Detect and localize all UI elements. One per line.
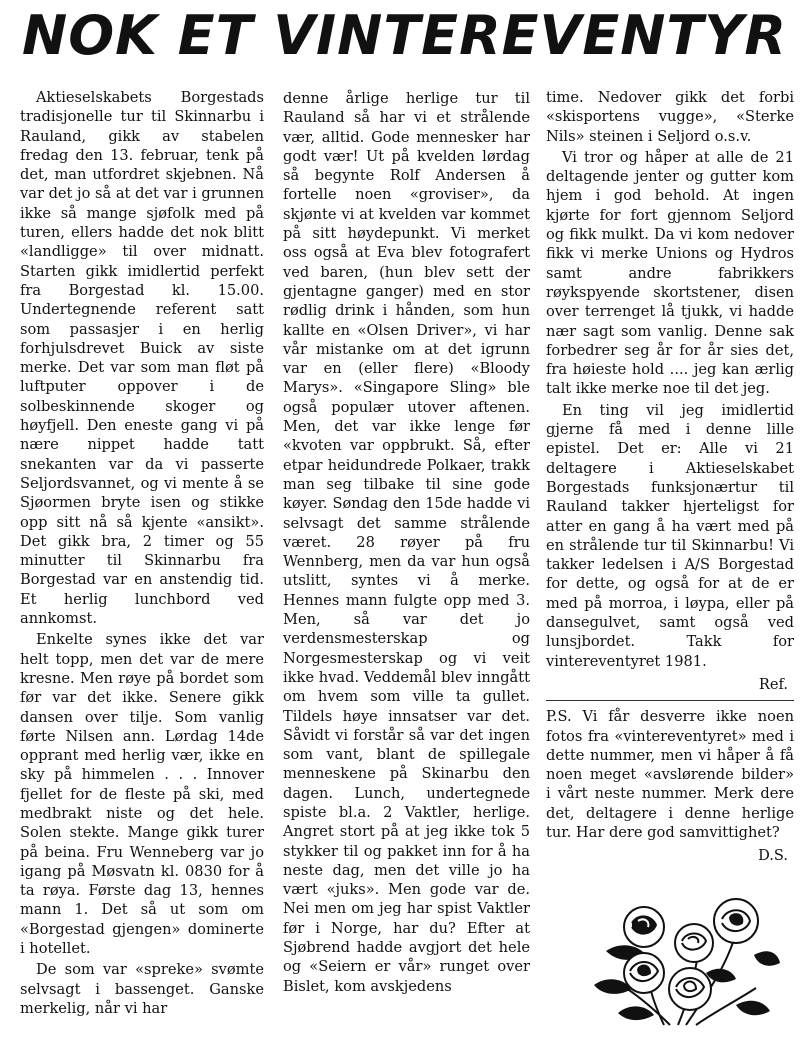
- postscript: P.S. Vi får desverre ikke noen fotos fra «vintereventyret» med i dette nummer, men vi håper å få noen meget «avslørende bilder» i vårt neste nummer. Merk dere det, deltagere i denne herlige tur. Har dere god samvittighet?: [546, 708, 794, 841]
- paragraph: En ting vil jeg imidlertid gjerne få med i denne lille epistel. Det er: Alle vi 21 deltagere i Aktieselskabet Borgestads funksjonærtur til Rauland takker hjerteligst for atter en gang å ha vært med på en strålende tur til Skinnarbu! Vi takker ledelsen i A/S Borgestad for dette, og også for at de er med på morroa, i løypa, eller på dansegulvet, samt også ved lunsjbordet. Takk for vintereventyret 1981.: [546, 401, 794, 670]
- article-title: NOK ET VINTEREVENTYR: [22, 4, 787, 67]
- column-3: [546, 88, 794, 866]
- signature-ds: D.S.: [758, 847, 788, 865]
- paragraph: De som var «spreke» svømte selvsagt i bassenget. Ganske merkelig, når vi har: [20, 961, 264, 1017]
- paragraph: denne årlige herlige tur til Rauland så har vi et strålende vær, alltid. Gode mennesker har godt vær! Ut på kvelden lørdag så begynte Rolf Andersen å fortelle noen «groviser», da skjønte vi at kvelden var kommet på sitt høydepunkt. Vi merket oss også at Eva blev fotografert ved baren, (hun blev sett der gjentagne ganger) med en stor rødlig drink i hånden, som hun kallte en «Olsen Driver», vi har vår mistanke om at det igrunn var en (eller flere) «Bloody Marys». «Singapore Sling» ble også populær utover aftenen. Men, det var ikke lenge før «kvoten var oppbrukt. Så, efter etpar heidundrede Polkaer, trakk man seg tilbake til sine gode køyer. Søndag den 15de hadde vi selvsagt det samme strålende været. 28 røyer på fru Wennberg, men da var hun også utslitt, syntes vi å merke. Hennes mann fulgte opp med 3. Men, så var det jo verdensmesterskap og Norgesmesterskap og vi veit ikke hvad. Veddemål blev inngått om hvem som ville ta gullet. Tildels høye innsatser var det. Såvidt vi forstår så var det ingen som vant, blant de spillegale menneskene på Skinarbu den dagen. Lunch, undertegnede spiste bl.a. 2 Vaktler, herlige. Angret stort på at jeg ikke tok 5 stykker til og pakket inn for å ha neste dag, men det ville jo ha vært «juks». Men gode var de. Nei men om jeg har spist Vaktler før i Norge, har du? Efter at Sjøbrend hadde avgjort det hele og «Seiern er vår» runget over Bislet, kom avskjedens: [283, 90, 530, 995]
- paragraph: time. Nedover gikk det forbi «skisportens vugge», «Sterke Nils» steinen i Seljord o.s.v.: [546, 89, 794, 145]
- divider: [546, 700, 794, 701]
- signature-ref: Ref.: [758, 675, 788, 693]
- paragraph: Aktieselskabets Borgestads tradisjonelle tur til Skinnarbu i Rauland, gikk av stabelen fredag den 13. februar, tenk på det, man utfordret skjebnen. Nå var det jo så at det var i grunnen ikke så mange sjøfolk med på turen, ellers hadde det nok blitt «landligge» til over midnatt. Starten gikk imidlertid perfekt fra Borgestad kl. 15.00. Undertegnende referent satt som passasjer i en herlig forhjulsdrevet Buick av siste merke. Det var som man fløt på luftputer oppover i de solbeskinnende skoger og høyfjell. Den eneste gang vi på nære nippet hadde tatt snekanten var da vi passerte Seljordsvannet, og vi mente å se Sjøormen bryte isen og stikke opp sitt nå så kjente «ansikt». Det gikk bra, 2 timer og 55 minutter til Skinnarbu fra Borgestad var en anstendig tid. Et herlig lunchbord ved annkomst.: [20, 89, 264, 628]
- paragraph: Vi tror og håper at alle de 21 deltagende jenter og gutter kom hjem i god behold. At ingen kjørte for fort gjennom Seljord og fikk mulkt. Da vi kom nedover fikk vi merke Unions og Hydros samt andre fabrikkers røykspyende skortstener, disen over terrenget lå tjukk, vi hadde nær sagt som vanlig. Denne sak forbedrer seg år for år sies det, fra høieste hold .... jeg kan ærlig talt ikke merke noe til det jeg.: [546, 148, 794, 398]
- column-1: [20, 88, 264, 1018]
- roses-icon: [586, 893, 782, 1029]
- paragraph: Enkelte synes ikke det var helt topp, men det var de mere kresne. Men røye på bordet som før var det ikke. Senere gikk dansen over tilje. Som vanlig førte Nilsen ann. Lørdag 14de opprant med herlig vær, ikke en sky på himmelen . . . Innover fjellet for de fleste på ski, med medbrakt niste og det hele. Solen stekte. Mange gikk turer på beina. Fru Wenneberg var jo igang på Møsvatn kl. 0830 for å ta røya. Første dag 13, hennes mann 1. Det så ut som om «Borgestad gjengen» dominerte i hotellet.: [20, 631, 264, 958]
- column-2: [283, 89, 530, 996]
